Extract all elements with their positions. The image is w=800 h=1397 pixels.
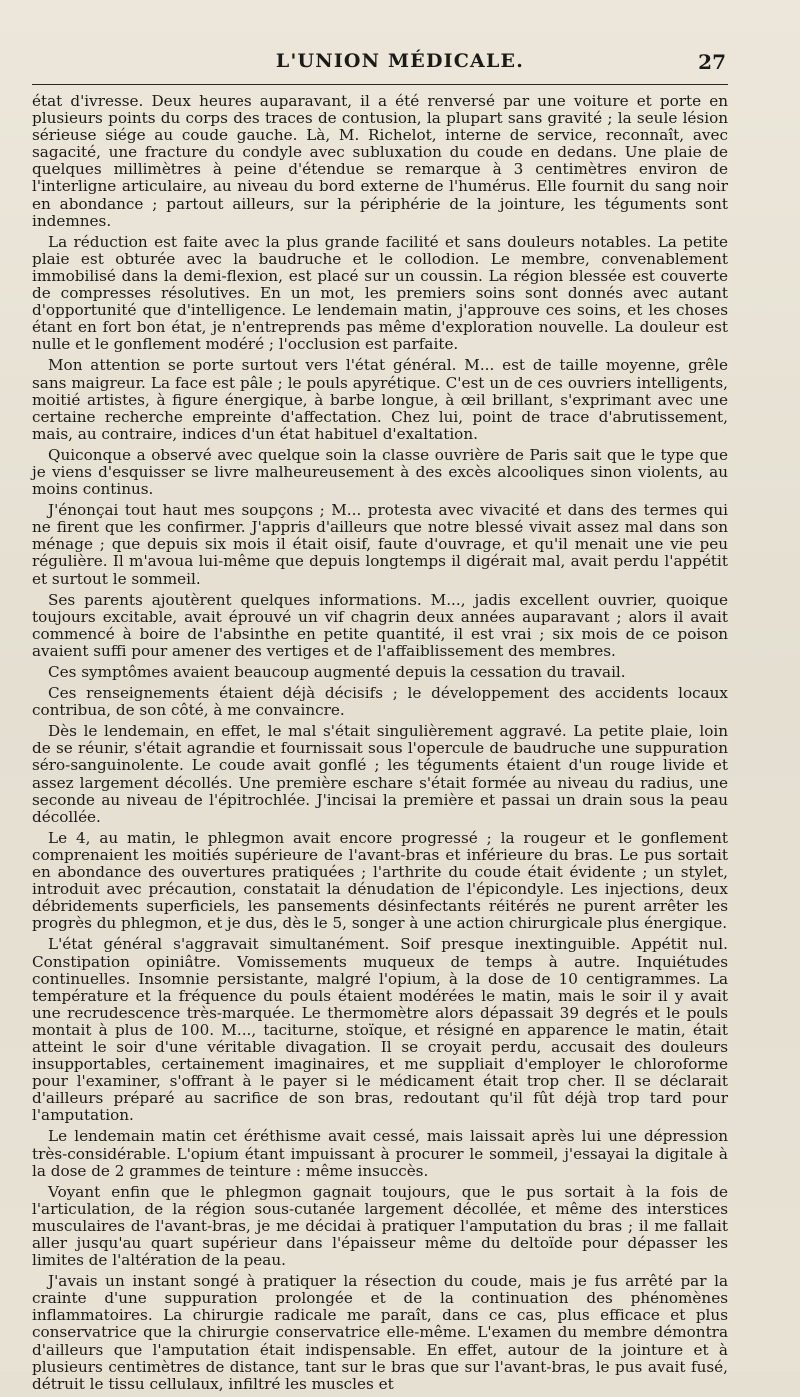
paragraph: Le 4, au matin, le phlegmon avait encore progressé ; la rougeur et le gonflement comprenaient les moitiés supérieure de l'avant-bras et inférieure du bras. Le pus sortait en abondance des ouvertures pratiquées ; l'arthrite du coude était évidente ; un stylet, introduit avec précaution, constatait la dénudation de l'épicondyle. Les injections, deux débridements superficiels, les pansements désinfectants réitérés ne purent arrêter les progrès du phlegmon, et je dus, dès le 5, songer à une action chirurgicale plus énergique. (32, 828, 728, 933)
paragraph: Ses parents ajoutèrent quelques informations. M..., jadis excellent ouvrier, quoique toujours excitable, avait éprouvé un vif chagrin deux années auparavant ; alors il avait commencé à boire de l'absinthe en petite quantité, il est vrai ; six mois de ce poison avaient suffi pour amener des vertiges et de l'affaiblissement des membres. (32, 590, 728, 660)
paragraph: Le lendemain matin cet éréthisme avait cessé, mais laissait après lui une dépression très-considérable. L'opium étant impuissant à procurer le sommeil, j'essayai la digitale à la dose de 2 grammes de teinture : même insuccès. (32, 1127, 728, 1180)
paragraph: J'énonçai tout haut mes soupçons ; M... protesta avec vivacité et dans des termes qui ne firent que les confirmer. J'appris d'ailleurs que notre blessé vivait assez mal dans son ménage ; que depuis six mois il était oisif, faute d'ouvrage, et qu'il menait une vie peu régulière. Il m'avoua lui-même que depuis longtemps il digérait mal, avait perdu l'appétit et surtout le sommeil. (32, 501, 728, 588)
page-header (0, 48, 800, 80)
paragraph: Mon attention se porte surtout vers l'état général. M... est de taille moyenne, grêle sans maigreur. La face est pâle ; le pouls apyrétique. C'est un de ces ouvriers intelligents, moitié artistes, à figure énergique, à barbe longue, à œil brillant, s'exprimant avec une certaine recherche empreinte d'affectation. Chez lui, point de trace d'abrutissement, mais, au contraire, indices d'un état habituel d'exaltation. (32, 356, 728, 443)
paragraph: Ces renseignements étaient déjà décisifs ; le développement des accidents locaux contribua, de son côté, à me convaincre. (32, 684, 728, 720)
paragraph: Voyant enfin que le phlegmon gagnait toujours, que le pus sortait à la fois de l'articulation, de la région sous-cutanée largement décollée, et même des interstices musculaires de l'avant-bras, je me décidai à pratiquer l'amputation du bras ; il me fallait aller jusqu'au quart supérieur dans l'épaisseur même du deltoïde pour dépasser les limites de l'altération de la peau. (32, 1182, 728, 1270)
paragraph: L'état général s'aggravait simultanément. Soif presque inextinguible. Appétit nul. Constipation opiniâtre. Vomissements muqueux de temps à autre. Inquiétudes continuelles. Insomnie persistante, malgré l'opium, à la dose de 10 centigrammes. La température et la fréquence du pouls étaient modérées le matin, mais le soir il y avait une recrudescence très-marquée. Le thermomètre alors dépassait 39 degrés et le pouls montait à plus de 100. M..., taciturne, stoïque, et résigné en apparence le matin, était atteint le soir d'une véritable divagation. Il se croyait perdu, accusait des douleurs insupportables, certainement imaginaires, et me suppliait d'employer le chloroforme pour l'examiner, s'offrant à le payer si le médicament était trop cher. Il se déclarait d'ailleurs préparé au sacrifice de son bras, redoutant qu'il fût déjà trop tard pour l'amputation. (32, 935, 728, 1125)
paragraph: état d'ivresse. Deux heures auparavant, il a été renversé par une voiture et porte en plusieurs points du corps des traces de contusion, la plupart sans gravité ; la seule lésion sérieuse siége au coude gauche. Là, M. Richelot, interne de service, reconnaît, avec sagacité, une fracture du condyle avec subluxation du coude en dedans. Une plaie de quelques millimètres à peine d'étendue se remarque à 3 centimètres environ de l'interligne articulaire, au niveau du bord externe de l'humérus. Elle fournit du sang noir en abondance ; partout ailleurs, sur la périphérie de la jointure, les téguments sont indemnes. (32, 92, 728, 230)
paragraph: Dès le lendemain, en effet, le mal s'était singulièrement aggravé. La petite plaie, loin de se réunir, s'était agrandie et fournissait sous l'opercule de baudruche une suppuration séro-sanguinolente. Le coude avait gonflé ; les téguments étaient d'un rouge livide et assez largement décollés. Une première eschare s'était formée au niveau du radius, une seconde au niveau de l'épitrochlée. J'incisai la première et passai un drain sous la peau décollée. (32, 722, 728, 826)
page-number: 27 (698, 50, 726, 74)
header-rule (32, 84, 728, 85)
paragraph: Quiconque a observé avec quelque soin la classe ouvrière de Paris sait que le type que je viens d'esquisser se livre malheureusement à des excès alcooliques sinon violents, au moins continus. (32, 445, 728, 499)
paragraph: J'avais un instant songé à pratiquer la résection du coude, mais je fus arrêté par la crainte d'une suppuration prolongée et de la continuation des phénomènes inflammatoires. La chirurgie radicale me paraît, dans ce cas, plus efficace et plus conservatrice que la chirurgie conservatrice elle-même. L'examen du membre démontra d'ailleurs que l'amputation était indispensable. En effet, autour de la jointure et à plusieurs centimètres de distance, tant sur le bras que sur l'avant-bras, le pus avait fusé, détruit le tissu cellulaux, infiltré les muscles et (32, 1272, 728, 1393)
paragraph: La réduction est faite avec la plus grande facilité et sans douleurs notables. La petite plaie est obturée avec la baudruche et le collodion. Le membre, convenablement immobilisé dans la demi-flexion, est placé sur un coussin. La région blessée est couverte de compresses résolutives. En un mot, les premiers soins sont donnés avec autant d'opportunité que d'intelligence. Le lendemain matin, j'approuve ces soins, et les choses étant en fort bon état, je n'entreprends pas même d'exploration nouvelle. La douleur est nulle et le gonflement modéré ; l'occlusion est parfaite. (32, 232, 728, 354)
running-head: L'UNION MÉDICALE. (275, 50, 525, 72)
paragraph: Ces symptômes avaient beaucoup augmenté depuis la cessation du travail. (48, 663, 626, 681)
article-body (32, 93, 728, 1397)
